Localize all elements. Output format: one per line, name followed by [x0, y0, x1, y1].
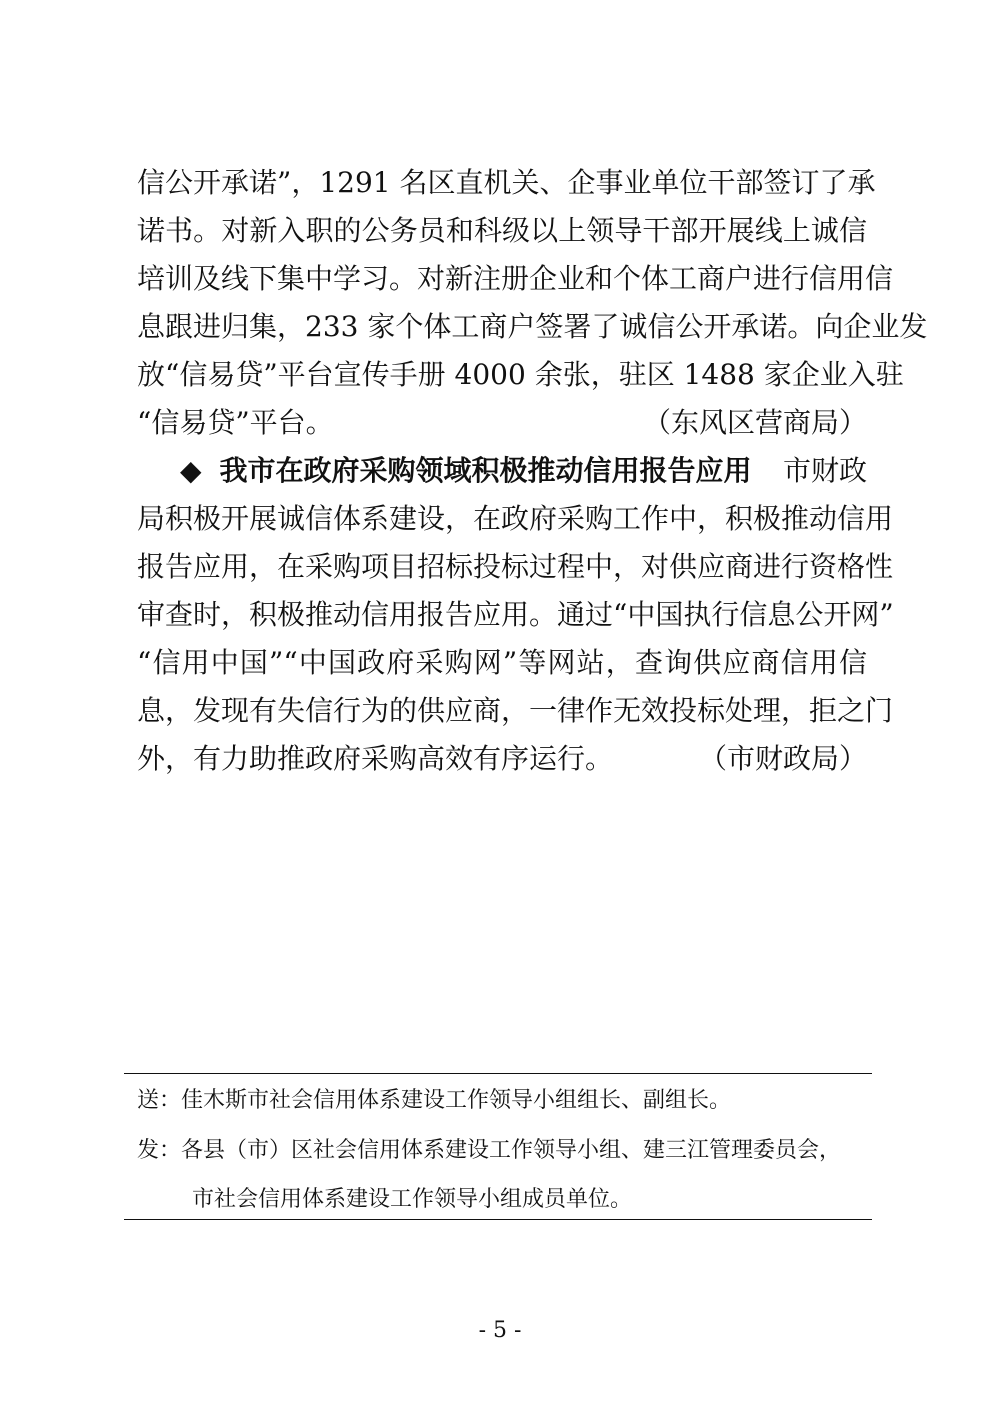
source-attribution: （市财政局） [698, 742, 867, 775]
body-line: 息跟进归集，233 家个体工商户签署了诚信公开承诺。向企业发 [137, 310, 928, 343]
body-line: 息，发现有失信行为的供应商，一律作无效投标处理，拒之门 [137, 694, 894, 727]
body-text: 市财政 [782, 454, 867, 487]
body-line: 报告应用，在采购项目招标投标过程中，对供应商进行资格性 [137, 550, 894, 583]
distribute-line-continued: 市社会信用体系建设工作领导小组成员单位。 [192, 1187, 633, 1212]
body-line: “信用中国”“中国政府采购网”等网站，查询供应商信用信 [137, 646, 867, 679]
body-line-with-source [137, 405, 867, 441]
body-text: 外，有力助推政府采购高效有序运行。 [137, 742, 614, 775]
body-line: 信公开承诺”，1291 名区直机关、企事业单位干部签订了承 [137, 166, 876, 199]
body-line: 培训及线下集中学习。对新注册企业和个体工商户进行信用信 [137, 262, 894, 295]
body-line: 放“信易贷”平台宣传手册 4000 余张，驻区 1488 家企业入驻 [137, 358, 904, 391]
news-headline: 我市在政府采购领域积极推动信用报告应用 [219, 454, 752, 487]
body-line-with-source [137, 741, 867, 777]
body-line: 局积极开展诚信体系建设，在政府采购工作中，积极推动信用 [137, 502, 894, 535]
page-number: - 5 - [478, 1318, 522, 1343]
body-line: 审查时，积极推动信用报告应用。通过“中国执行信息公开网” [137, 598, 894, 631]
body-text: “信易贷”平台。 [137, 406, 334, 439]
body-line: 诺书。对新入职的公务员和科级以上领导干部开展线上诚信 [137, 214, 867, 247]
source-attribution: （东风区营商局） [642, 406, 867, 439]
footer-top-rule [124, 1073, 872, 1074]
news-item-heading-line [180, 453, 867, 489]
send-to-line: 送：佳木斯市社会信用体系建设工作领导小组组长、副组长。 [137, 1088, 732, 1113]
distribute-line: 发：各县（市）区社会信用体系建设工作领导小组、建三江管理委员会， [137, 1138, 842, 1163]
footer-bottom-rule [124, 1219, 872, 1220]
diamond-bullet-icon: ◆ [180, 454, 202, 487]
